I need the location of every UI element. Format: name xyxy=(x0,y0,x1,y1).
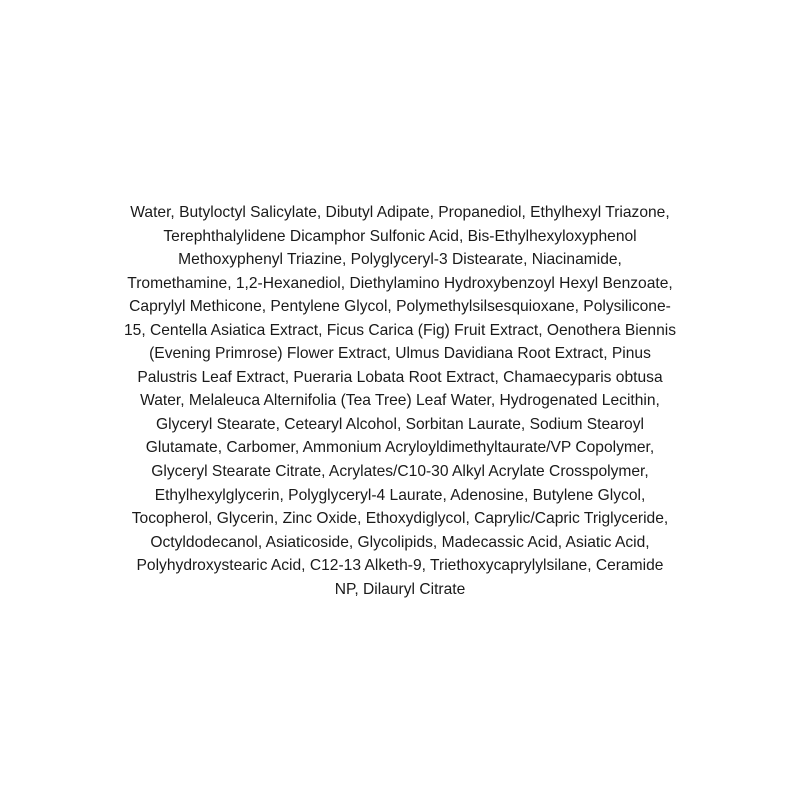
ingredients-line: Polyhydroxystearic Acid, C12-13 Alketh-9, Triethoxycaprylylsilane, Ceramide xyxy=(136,557,664,575)
ingredients-line: Octyldodecanol, Asiaticoside, Glycolipids, Madecassic Acid, Asiatic Acid, xyxy=(150,533,650,551)
ingredients-line: Ethylhexylglycerin, Polyglyceryl-4 Laurate, Adenosine, Butylene Glycol, xyxy=(154,486,646,504)
ingredients-line: Glyceryl Stearate Citrate, Acrylates/C10-30 Alkyl Acrylate Crosspolymer, xyxy=(151,463,649,481)
ingredients-line: Terephthalylidene Dicamphor Sulfonic Acid, Bis-Ethylhexyloxyphenol xyxy=(163,227,637,245)
ingredients-line: Water, Melaleuca Alternifolia (Tea Tree) Leaf Water, Hydrogenated Lecithin, xyxy=(140,392,660,410)
ingredients-line: NP, Dilauryl Citrate xyxy=(334,580,466,598)
ingredients-line: Glutamate, Carbomer, Ammonium Acryloyldimethyltaurate/VP Copolymer, xyxy=(145,439,655,457)
ingredients-line: 15, Centella Asiatica Extract, Ficus Carica (Fig) Fruit Extract, Oenothera Biennis xyxy=(123,321,677,339)
ingredients-list xyxy=(80,201,720,601)
ingredients-line: Caprylyl Methicone, Pentylene Glycol, Polymethylsilsesquioxane, Polysilicone- xyxy=(129,298,671,316)
ingredients-line: Tocopherol, Glycerin, Zinc Oxide, Ethoxydiglycol, Caprylic/Capric Triglyceride, xyxy=(131,510,669,528)
ingredients-line: Glyceryl Stearate, Cetearyl Alcohol, Sorbitan Laurate, Sodium Stearoyl xyxy=(156,415,644,433)
ingredients-line: Water, Butyloctyl Salicylate, Dibutyl Adipate, Propanediol, Ethylhexyl Triazone, xyxy=(130,204,670,221)
ingredients-line: Palustris Leaf Extract, Pueraria Lobata Root Extract, Chamaecyparis obtusa xyxy=(137,368,663,386)
ingredients-line: Methoxyphenyl Triazine, Polyglyceryl-3 Distearate, Niacinamide, xyxy=(178,251,622,269)
ingredients-line: Tromethamine, 1,2-Hexanediol, Diethylamino Hydroxybenzoyl Hexyl Benzoate, xyxy=(127,274,673,292)
ingredients-line: (Evening Primrose) Flower Extract, Ulmus Davidiana Root Extract, Pinus xyxy=(149,345,651,363)
